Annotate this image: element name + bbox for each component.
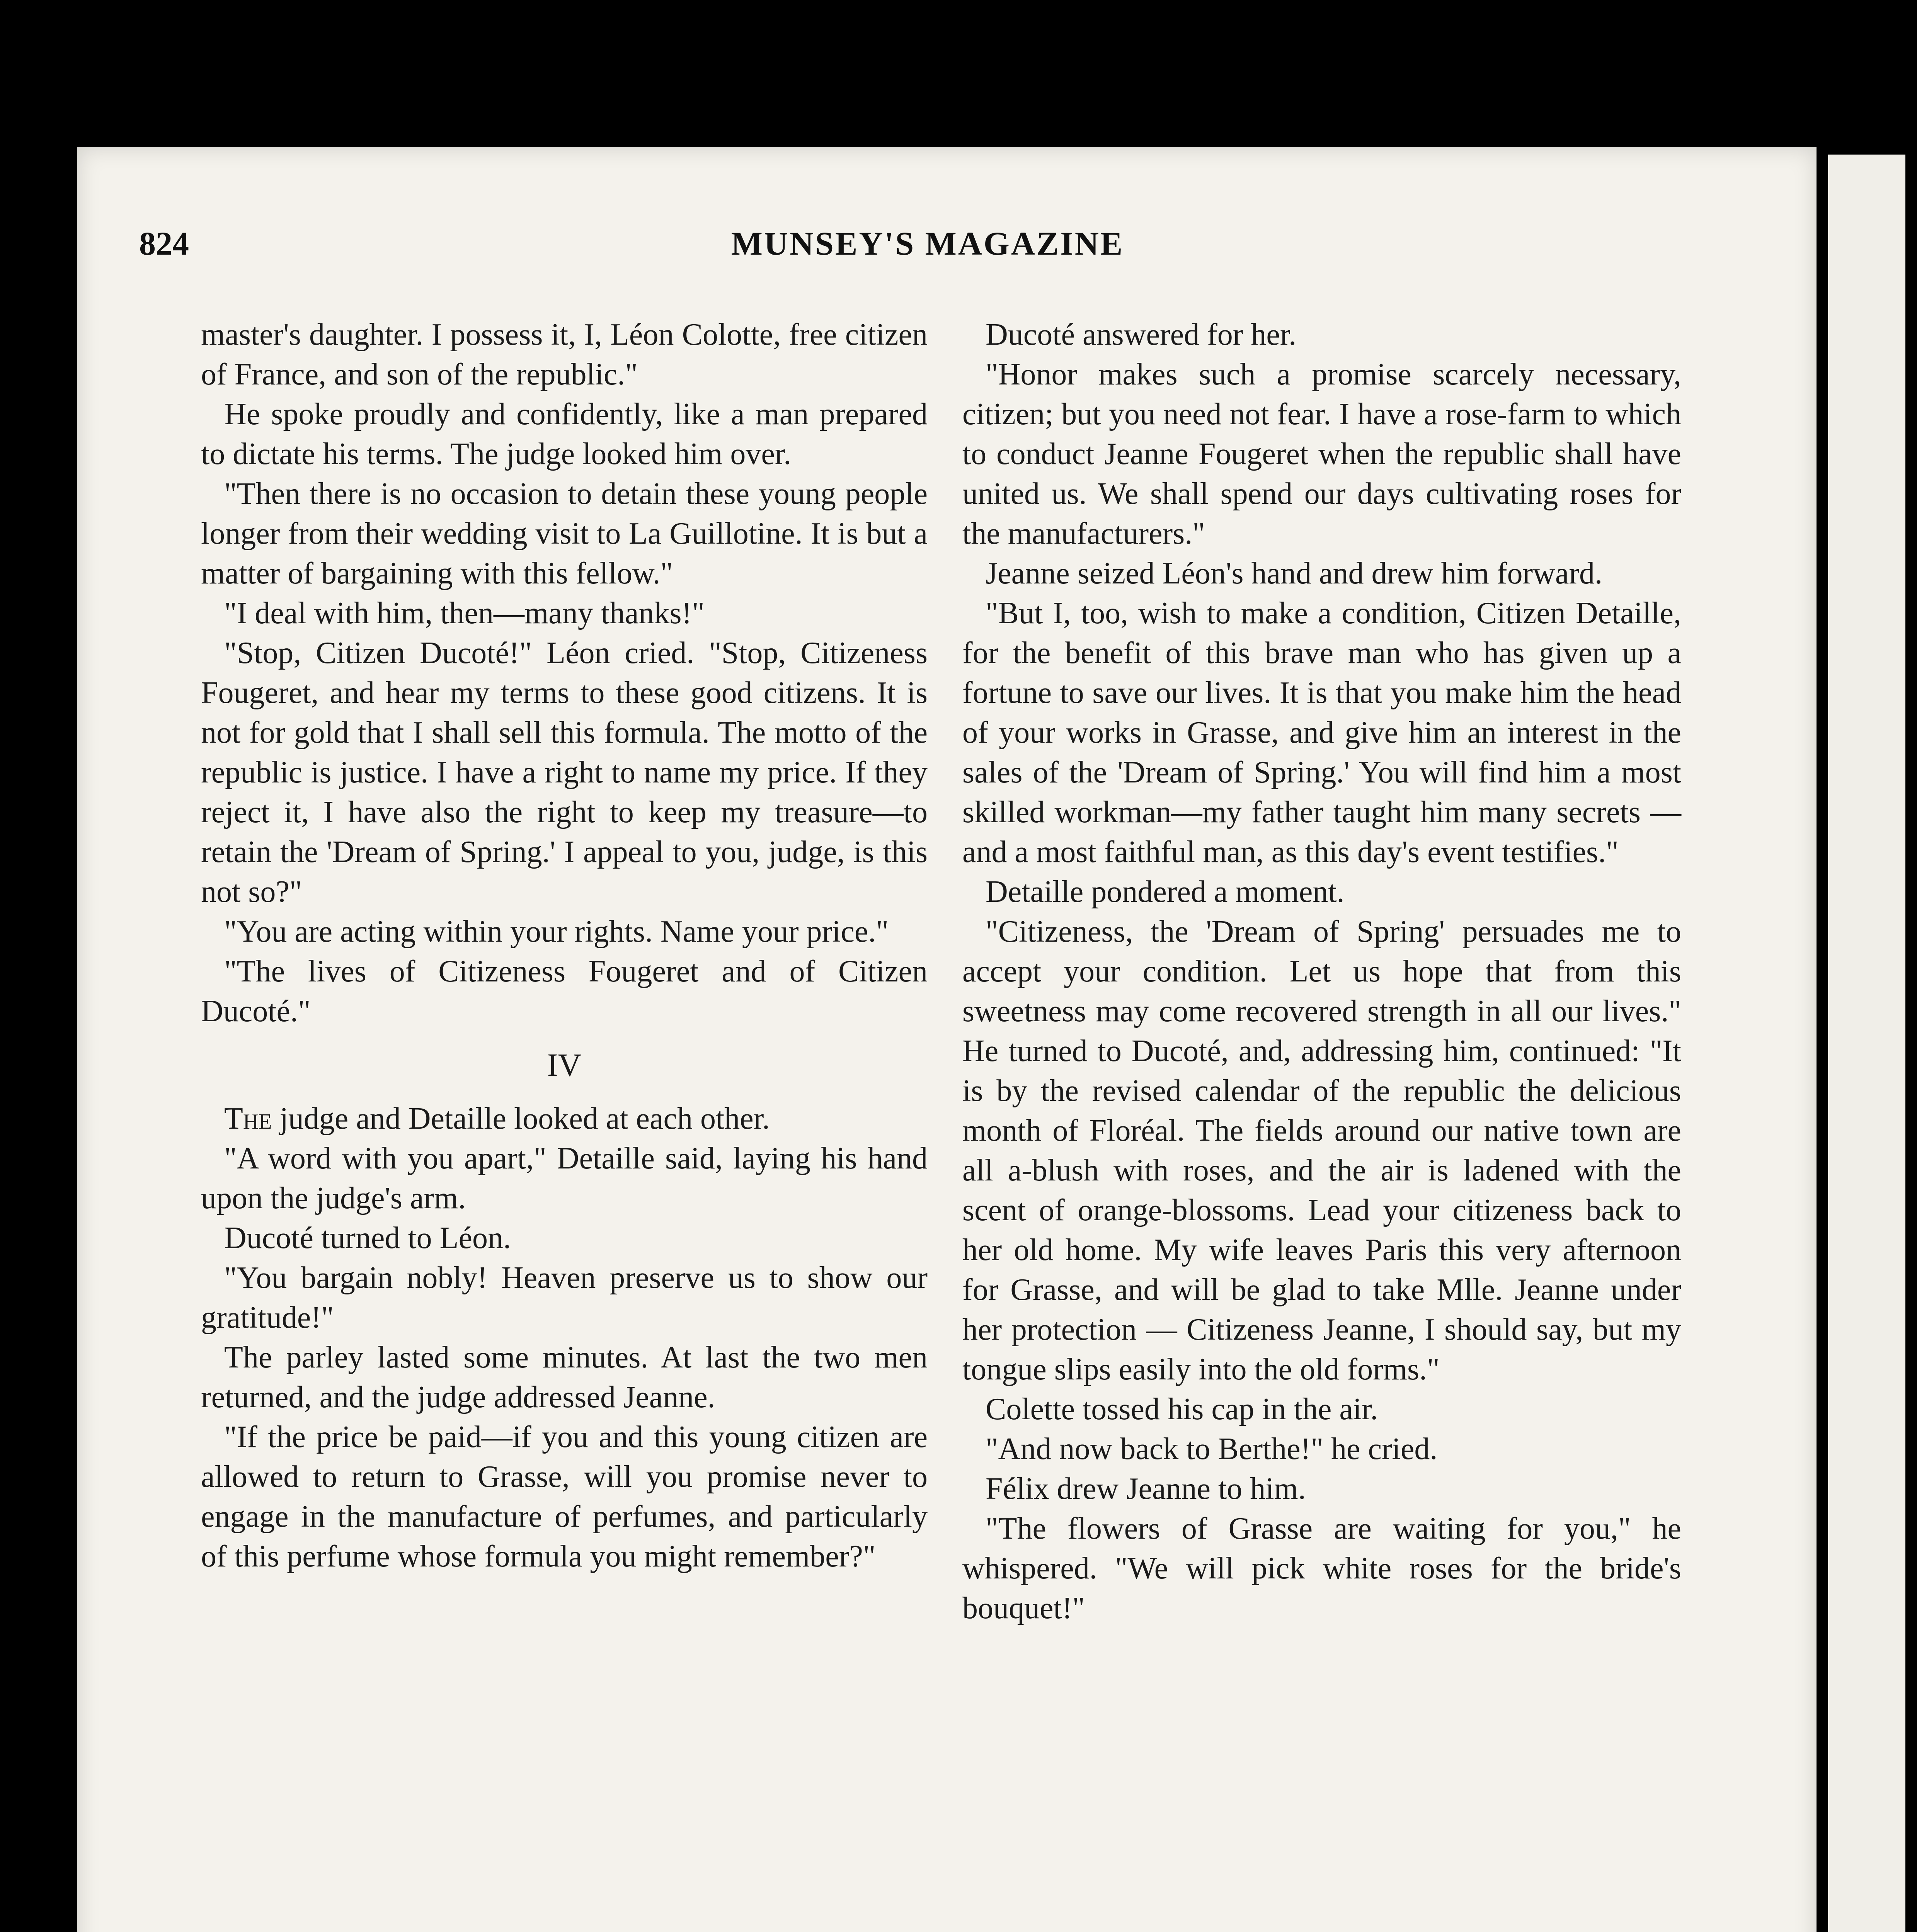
paragraph [201, 1099, 928, 1139]
left-column [201, 315, 928, 1577]
paragraph-text: "Honor makes such a promise scarcely necessary, citizen; but you need not fear. I have a rose-farm to which to conduct Jeanne Fougeret when the republic shall have united us. We shall spend our days cultivating roses for the manufacturers." [962, 357, 1681, 551]
paragraph [201, 594, 928, 633]
paragraph [201, 952, 928, 1031]
paragraph-text: "Then there is no occasion to detain these young people longer from their wedding visit to La Guillotine. It is but a matter of bargaining with this fellow." [201, 477, 928, 590]
paragraph [201, 1139, 928, 1218]
paragraph [201, 633, 928, 912]
paragraph-text: "I deal with him, then—many thanks!" [224, 596, 705, 630]
paragraph-text: "You bargain nobly! Heaven preserve us to show our gratitude!" [201, 1261, 928, 1335]
paragraph [962, 315, 1681, 355]
section-lead-word: The [224, 1102, 272, 1136]
section-number: IV [547, 1047, 582, 1083]
paragraph [201, 1258, 928, 1338]
paragraph [962, 594, 1681, 872]
paragraph-text: "But I, too, wish to make a condition, Citizen Detaille, for the benefit of this brave man who has given up a fortune to save our lives. It is that you make him the head of your works in Grasse, and give him an interest in the sales of the 'Dream of Spring.' You will find him a most skilled workman—my father taught him many secrets — and a most faithful man, as this day's event testifies." [962, 596, 1681, 869]
paragraph-text: "Citizeness, the 'Dream of Spring' persuades me to accept your condition. Let us hope that from this sweetness may come recovered strength in all our lives." He turned to Ducoté, and, addressing him, continued: "It is by the revised calendar of the republic the delicious month of Floréal. The fields around our native town are all a-blush with roses, and the air is ladened with the scent of orange-blossoms. Lead your citizeness back to her old home. My wife leaves Paris this very afternoon for Grasse, and will be glad to take Mlle. Jeanne under her protection — Citizeness Jeanne, I should say, but my tongue slips easily into the old forms." [962, 915, 1681, 1386]
paragraph-text: "You are acting within your rights. Name your price." [224, 915, 889, 949]
paragraph [962, 872, 1681, 912]
paragraph [962, 1429, 1681, 1469]
paragraph-text: Félix drew Jeanne to him. [986, 1472, 1306, 1506]
paragraph [962, 1389, 1681, 1429]
running-title: MUNSEY'S MAGAZINE [731, 225, 1124, 262]
paragraph-text: He spoke proudly and confidently, like a man prepared to dictate his terms. The judge looked him over. [201, 397, 928, 471]
paragraph [962, 355, 1681, 554]
paragraph [201, 1338, 928, 1417]
right-paragraphs [962, 315, 1681, 1628]
paragraph [962, 912, 1681, 1389]
paragraph-text: "A word with you apart," Detaille said, laying his hand upon the judge's arm. [201, 1141, 928, 1215]
paragraph [962, 554, 1681, 594]
page-number: 824 [139, 225, 189, 262]
facing-page-edge [1828, 155, 1905, 1932]
paragraph [962, 1469, 1681, 1509]
paragraph-text: "The flowers of Grasse are waiting for you," he whispered. "We will pick white roses for the bride's bouquet!" [962, 1512, 1681, 1625]
paragraph [201, 1417, 928, 1577]
paragraph-text: Detaille pondered a moment. [986, 875, 1345, 909]
paragraph-text: master's daughter. I possess it, I, Léon Colotte, free citizen of France, and son of the republic." [201, 318, 928, 391]
left-paragraphs [201, 315, 928, 1031]
left-after-section [201, 1099, 928, 1577]
paragraph [201, 474, 928, 594]
paragraph-text: Ducoté answered for her. [986, 318, 1297, 352]
paragraph-text: Ducoté turned to Léon. [224, 1221, 511, 1255]
paragraph [201, 912, 928, 952]
paragraph [201, 315, 928, 395]
right-column [962, 315, 1681, 1628]
paragraph-text: Jeanne seized Léon's hand and drew him forward. [986, 556, 1603, 590]
paragraph-text: Colette tossed his cap in the air. [986, 1392, 1378, 1426]
paragraph-text: "Stop, Citizen Ducoté!" Léon cried. "Stop, Citizeness Fougeret, and hear my terms to these good citizens. It is not for gold that I shall sell this formula. The motto of the republic is justice. I have a right to name my price. If they reject it, I have also the right to keep my treasure—to retain the 'Dream of Spring.' I appeal to you, judge, is this not so?" [201, 636, 928, 909]
paragraph-text: "If the price be paid—if you and this young citizen are allowed to return to Grasse, will you promise never to engage in the manufacture of perfumes, and particularly of this perfume whose formula you might remember?" [201, 1420, 928, 1573]
paragraph-text: The parley lasted some minutes. At last the two men returned, and the judge addressed Jeanne. [201, 1340, 928, 1414]
paragraph-text: "And now back to Berthe!" he cried. [986, 1432, 1438, 1466]
paragraph-text: "The lives of Citizeness Fougeret and of Citizen Ducoté." [201, 954, 928, 1028]
paragraph [201, 1218, 928, 1258]
paragraph [962, 1509, 1681, 1628]
paragraph [201, 395, 928, 474]
paragraph-text: judge and Detaille looked at each other. [272, 1102, 770, 1136]
